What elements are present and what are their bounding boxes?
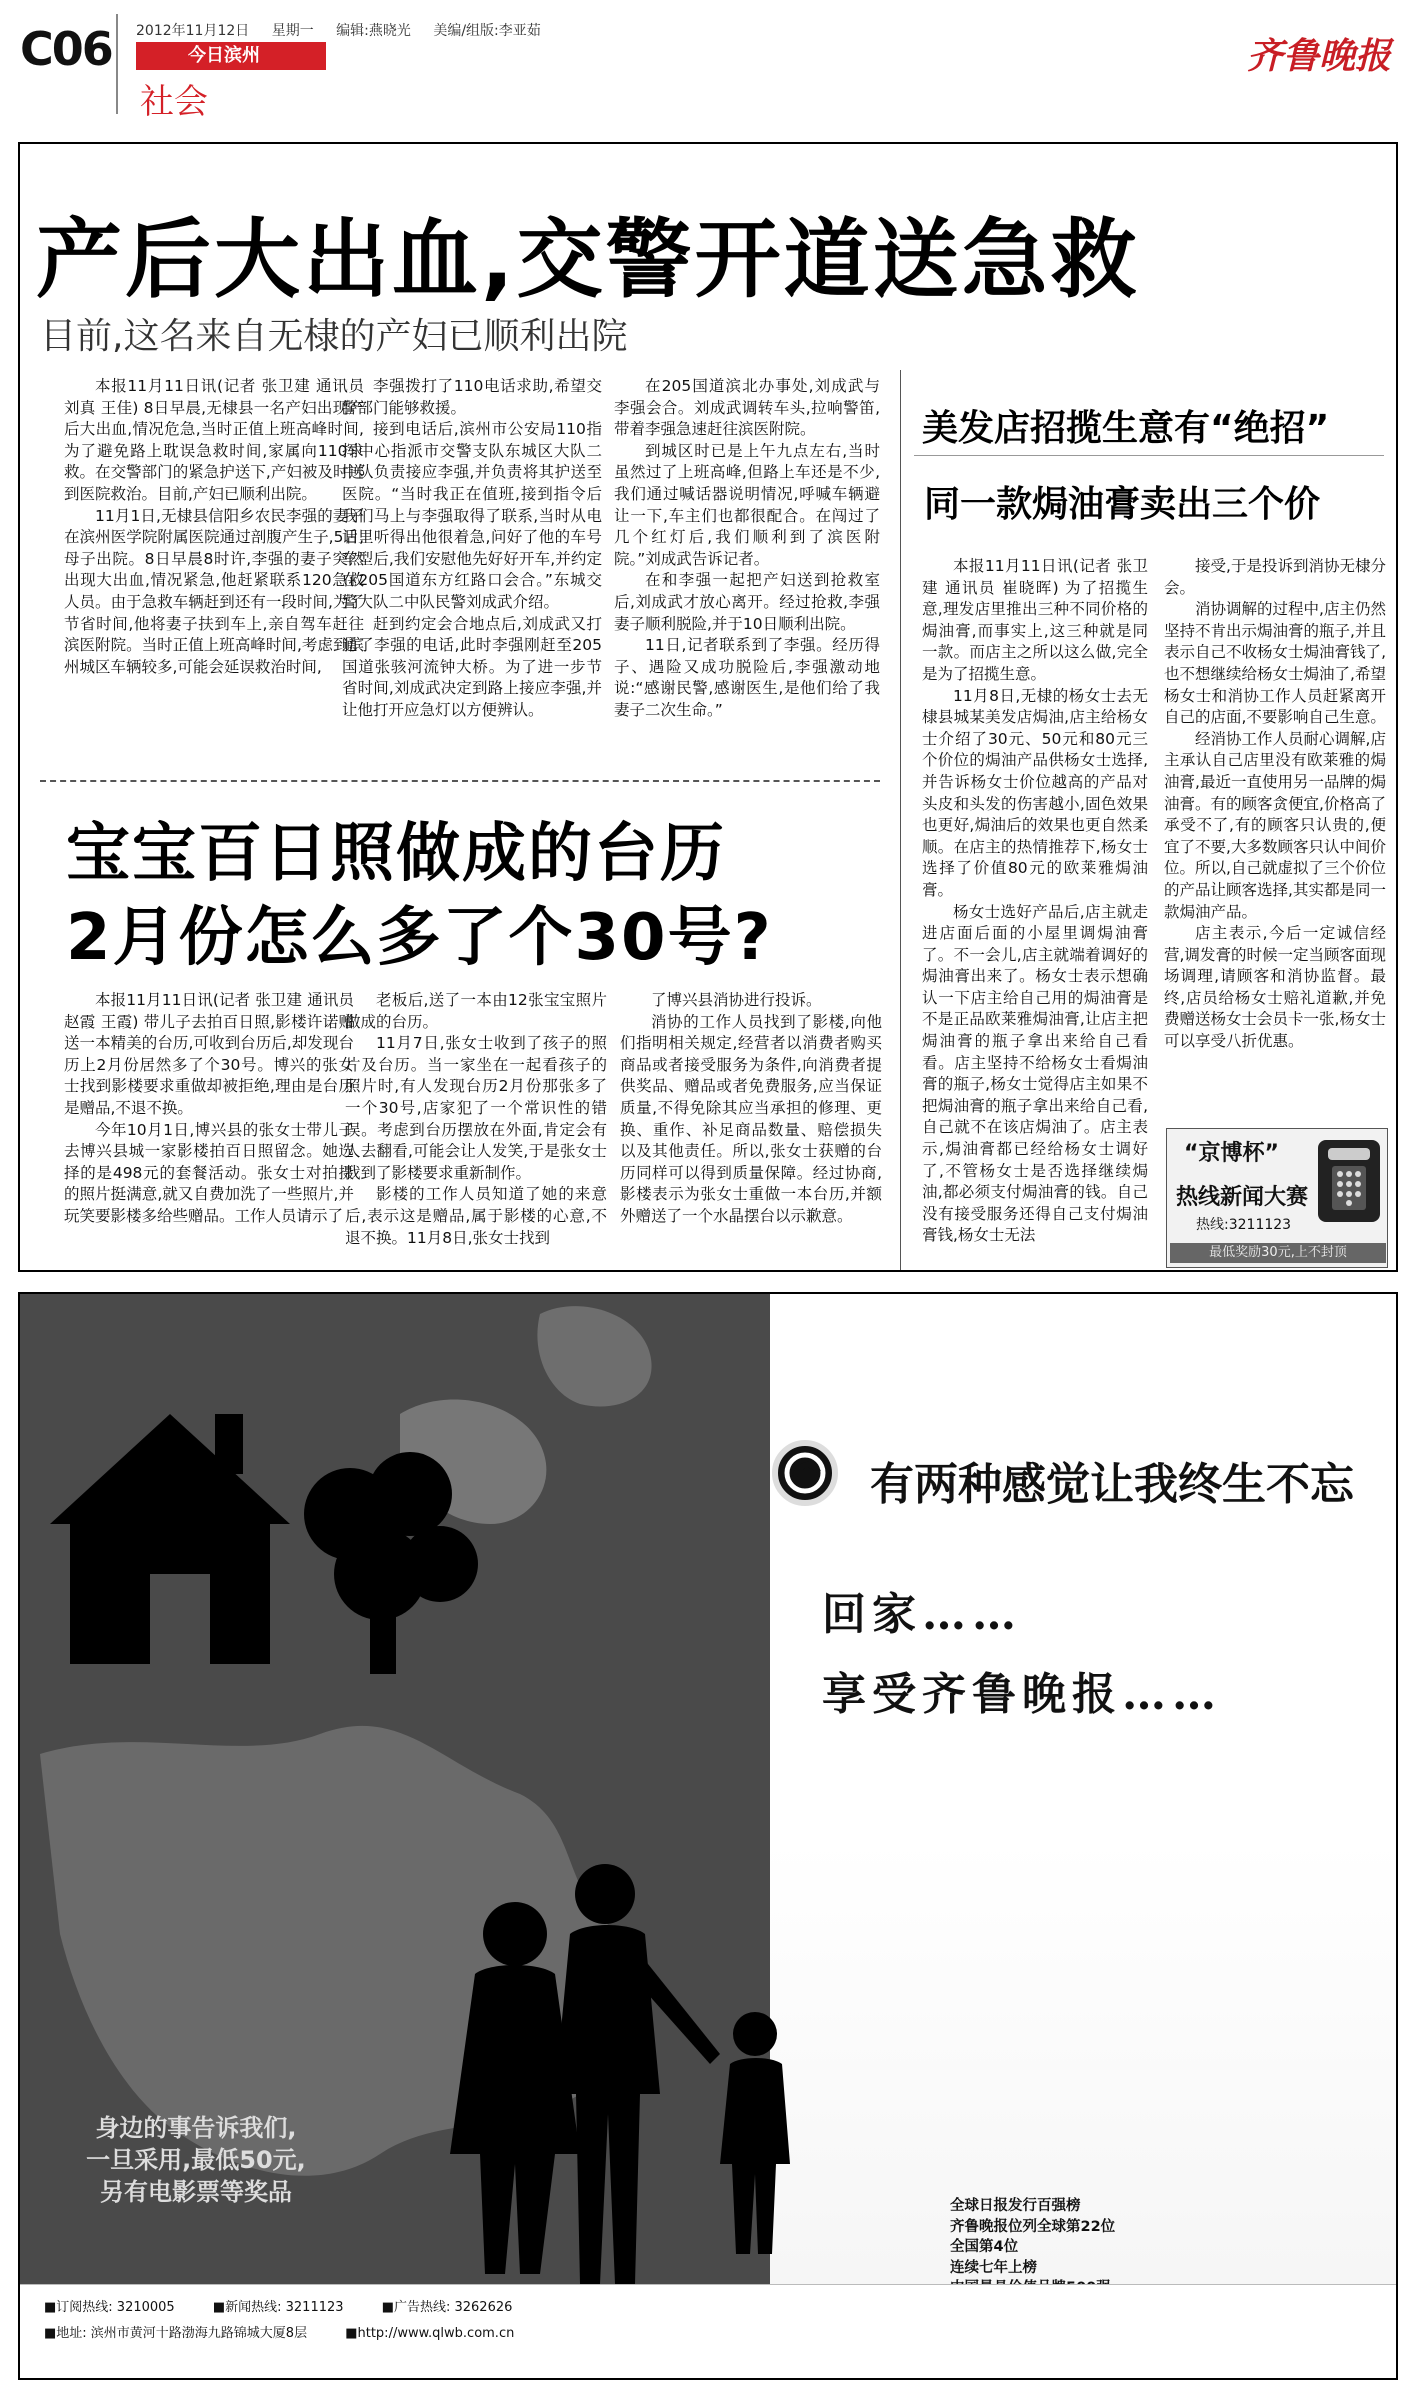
paragraph: 在和李强一起把产妇送到抢救室后,刘成武才放心离开。经过抢救,李强妻子顺利脱险,并于10日顺利出院。 bbox=[614, 571, 880, 633]
paragraph: 影楼的工作人员知道了她的来意后,表示这是赠品,属于影楼的心意,不退不换。11月8日,张女士找到 bbox=[345, 1185, 607, 1247]
paragraph: 本报11月11日讯(记者 张卫建 通讯员 赵霞 王霞) 带儿子去拍百日照,影楼许诺赠送一本精美的台历,可收到台历后,却发现台历上2月份居然多了个30号。博兴的张女士找到影楼要求重做却被拒绝,理由是台历是赠品,不退不换。 bbox=[64, 991, 354, 1117]
paragraph: 本报11月11日讯(记者 张卫建 通讯员 崔晓晖) 为了招揽生意,理发店里推出三种不同价格的焗油膏,而事实上,这三种就是同一款。而店主之所以这么做,完全是为了招揽生意。 bbox=[922, 557, 1148, 683]
article1-headline: 产后大出血,交警开道送急救 bbox=[36, 210, 1140, 310]
article3-headline: 美发店招揽生意有“绝招” bbox=[922, 408, 1330, 449]
article3-column-1 bbox=[922, 556, 1148, 1266]
editor-credit: 编辑:燕晓光 bbox=[336, 23, 411, 39]
paragraph: 消协的工作人员找到了影楼,向他们指明相关规定,经营者以消费者购买商品或者接受服务为条件,向消费者提供奖品、赠品或者免费服务,应当保证质量,不得免除其应当承担的修理、更换、重作、补足商品数量、赔偿损失以及其他责任。所以,张女士获赠的台历同样可以得到质量保障。经过协商,影楼表示为张女士重做一本台历,并额外赠送了一个水晶摆台以示歉意。 bbox=[620, 1012, 882, 1225]
paragraph: 到城区时已是上午九点左右,当时虽然过了上班高峰,但路上车还是不少,我们通过喊话器说明情况,呼喊车辆避让一下,车主们也都很配合。在闯过了几个红灯后,我们顺利到了滨医附院。”刘成武告诉记者。 bbox=[614, 441, 880, 568]
hotline-contest-title: 热线新闻大赛 bbox=[1176, 1185, 1309, 1210]
header-meta bbox=[136, 20, 559, 40]
family-icon bbox=[450, 1864, 790, 2284]
map-shape bbox=[537, 1306, 651, 1406]
paragraph: 店主表示,今后一定诚信经营,调发膏的时候一定当顾客面现场调理,请顾客和消协监督。最终,店员给杨女士赔礼道歉,并免费赠送杨女士会员卡一张,杨女士可以享受八折优惠。 bbox=[1164, 924, 1386, 1051]
article3-subheadline: 同一款焗油膏卖出三个价 bbox=[924, 484, 1321, 525]
text-line: 齐鲁晚报位列全球第22位 bbox=[950, 2218, 1116, 2235]
headline-line: 2月份怎么多了个30号? bbox=[66, 901, 773, 975]
article2-column-1 bbox=[64, 990, 354, 1260]
column-divider bbox=[900, 370, 901, 1270]
text-line: 连续七年上榜 bbox=[950, 2259, 1037, 2276]
paragraph: 老板后,送了一本由12张宝宝照片做成的台历。 bbox=[345, 991, 607, 1031]
page-number: C06 bbox=[20, 22, 112, 76]
text-line: 另有电影票等奖品 bbox=[100, 2178, 292, 2206]
paragraph: 11月1日,无棣县信阳乡农民李强的妻子在滨州医学院附属医院通过剖腹产生子,5日,母子出院。8日早晨8时许,李强的妻子突然出现大出血,情况紧急,他赶紧联系120急救人员。由于急救车辆赶到还有一段时间,为了节省时间,他将妻子扶到车上,亲自驾车赶往滨医附院。当时正值上班高峰时间,考虑到滨州城区车辆较多,可能会延误救治时间, bbox=[64, 506, 364, 676]
subscription-hotline: ■订阅热线: 3210005 bbox=[44, 2300, 175, 2315]
text-line: 一旦采用,最低50元, bbox=[86, 2146, 306, 2174]
text-line: 全国第4位 bbox=[950, 2239, 1019, 2255]
paragraph: 消协调解的过程中,店主仍然坚持不肯出示焗油膏的瓶子,并且表示自己不收杨女士焗油膏钱了,也不想继续给杨女士焗油了,希望杨女士和消协工作人员赶紧离开自己的店面,不要影响自己生意。 bbox=[1164, 600, 1386, 727]
paragraph: 杨女士选好产品后,店主就走进店面后面的小屋里调焗油膏了。不一会儿,店主就端着调好的焗油膏出来了。杨女士表示想确认一下店主给自己用的焗油膏是不是正品欧莱雅焗油膏,让店主把焗油膏的瓶子拿出来给自己看看。店主坚持不给杨女士看焗油膏的瓶子,杨女士觉得店主如果不把焗油膏的瓶子拿出来给自己看,自己就不在该店焗油了。店主表示,焗油膏都已经给杨女士调好了,不管杨女士是否选择继续焗油,都必须支付焗油膏的钱。自己没有接受服务还得自己支付焗油膏钱,杨女士无法 bbox=[922, 902, 1148, 1245]
news-hotline: ■新闻热线: 3211123 bbox=[212, 2300, 344, 2315]
header-divider bbox=[116, 14, 118, 114]
article3-column-2 bbox=[1164, 556, 1386, 1126]
headline-rule bbox=[914, 455, 1384, 456]
website-link[interactable]: ■http://www.qlwb.com.cn bbox=[345, 2326, 515, 2341]
contact-address bbox=[44, 2322, 548, 2341]
newspaper-emblem-icon bbox=[772, 1440, 838, 1506]
contact-hotlines bbox=[44, 2296, 546, 2315]
paragraph: 了博兴县消协进行投诉。 bbox=[651, 991, 822, 1009]
paragraph: 11月7日,张女士收到了孩子的照片及台历。当一家坐在一起看孩子的照片时,有人发现台历2月份那张多了一个30号,店家犯了一个常识性的错误。考虑到台历摆放在外面,肯定会有人去翻看,可能会让人发笑,于是张女士找到了影楼要求重新制作。 bbox=[345, 1034, 607, 1182]
street-address: ■地址: 滨州市黄河十路渤海九路锦城大厦8层 bbox=[44, 2326, 308, 2341]
art-credit: 美编/组版:李亚茹 bbox=[433, 23, 541, 39]
article2-column-2 bbox=[345, 990, 607, 1260]
telephone-icon bbox=[1318, 1140, 1380, 1222]
ad-line-enjoy: 享受齐鲁晚报…… bbox=[822, 1669, 1222, 1720]
section-name: 社会 bbox=[140, 82, 208, 122]
paragraph: 在205国道滨北办事处,刘成武与李强会合。刘成武调转车头,拉响警笛,带着李强急速赶往滨医附院。 bbox=[614, 377, 880, 439]
hotline-reward-note: 最低奖励30元,上不封顶 bbox=[1170, 1243, 1386, 1263]
ad-line-home: 回家…… bbox=[822, 1589, 1022, 1640]
paragraph: 赶到约定会合地点后,刘成武又打通了李强的电话,此时李强刚赶至205国道张骇河流钟大桥。为了进一步节省时间,刘成武决定到路上接应李强,并让他打开应急灯以方便辨认。 bbox=[342, 614, 602, 719]
paragraph: 今年10月1日,博兴县的张女士带儿子去博兴县城一家影楼拍百日照留念。她选择的是498元的套餐活动。张女士对拍摄的照片挺满意,就又自费加洗了一些照片,并玩笑要影楼多给些赠品。工作人员请示了 bbox=[64, 1120, 354, 1225]
article1-column-3 bbox=[614, 376, 880, 756]
hotline-number: 热线:3211123 bbox=[1196, 1217, 1292, 1233]
paragraph: 李强拨打了110电话求助,希望交警部门能够救援。 bbox=[342, 377, 602, 417]
paragraph: 11月8日,无棣的杨女士去无棣县城某美发店焗油,店主给杨女士介绍了30元、50元和80元三个价位的焗油产品供杨女士选择,并告诉杨女士价位越高的产品对头皮和头发的伤害越小,固色效果也更好,焗油后的效果也更自然柔顺。在店主的热情推荐下,杨女士选择了价值80元的欧莱雅焗油膏。 bbox=[922, 686, 1148, 899]
ad-slogan: 有两种感觉让我终生不忘 bbox=[870, 1459, 1354, 1510]
newspaper-logo: 齐鲁晚报 bbox=[1246, 35, 1391, 77]
paragraph: 本报11月11日讯(记者 张卫建 通讯员 刘真 王佳) 8日早晨,无棣县一名产妇出现产后大出血,情况危急,当时正值上班高峰时间,为了避免路上耽误急救时间,家属向110求救。在交警部门的紧急护送下,产妇被及时送到医院救治。目前,产妇已顺利出院。 bbox=[64, 377, 364, 503]
paragraph: 接受,于是投诉到消协无棣分会。 bbox=[1164, 557, 1386, 597]
article1-subheadline: 目前,这名来自无棣的产妇已顺利出院 bbox=[40, 316, 628, 357]
issue-date: 2012年11月12日 bbox=[136, 23, 250, 39]
text-line: 全球日报发行百强榜 bbox=[950, 2198, 1081, 2214]
issue-weekday: 星期一 bbox=[271, 23, 314, 39]
paragraph: 11日,记者联系到了李强。经历得子、遇险又成功脱险后,李强激动地说:“感谢民警,感谢医生,是他们给了我妻子二次生命。” bbox=[614, 636, 880, 719]
article-divider bbox=[40, 780, 880, 782]
paragraph: 接到电话后,滨州市公安局110指挥中心指派市交警支队东城区大队二中队负责接应李强,并负责将其护送至医院。“当时我正在值班,接到指令后我们马上与李强取得了联系,当时从电话里听得出他很着急,问好了他的车号车型后,我们安慰他先好好开车,并约定在205国道东方红路口会合。”东城交警大队二中队民警刘成武介绍。 bbox=[342, 420, 602, 611]
ad-reward-text bbox=[46, 2112, 346, 2208]
headline-line: 宝宝百日照做成的台历 bbox=[66, 817, 726, 891]
paragraph: 经消协工作人员耐心调解,店主承认自己店里没有欧莱雅的焗油膏,最近一直使用另一品牌的焗油膏。有的顾客贪便宜,价格高了承受不了,有的顾客只认贵的,便宜了不要,大多数顾客只认中间价位。所以,自己就虚拟了三个价位的产品让顾客选择,其实都是同一款焗油产品。 bbox=[1164, 729, 1386, 921]
edition-tag: 今日滨州 bbox=[136, 42, 326, 70]
article2-column-3 bbox=[620, 990, 882, 1260]
text-line: 身边的事告诉我们, bbox=[95, 2114, 297, 2142]
article2-headline bbox=[66, 812, 773, 980]
house-icon bbox=[50, 1414, 290, 1664]
article1-column-2 bbox=[342, 376, 602, 756]
article1-column-1 bbox=[64, 376, 364, 756]
hotline-contest-name: “京博杯” bbox=[1184, 1141, 1279, 1166]
advertising-hotline: ■广告热线: 3262626 bbox=[381, 2300, 513, 2315]
